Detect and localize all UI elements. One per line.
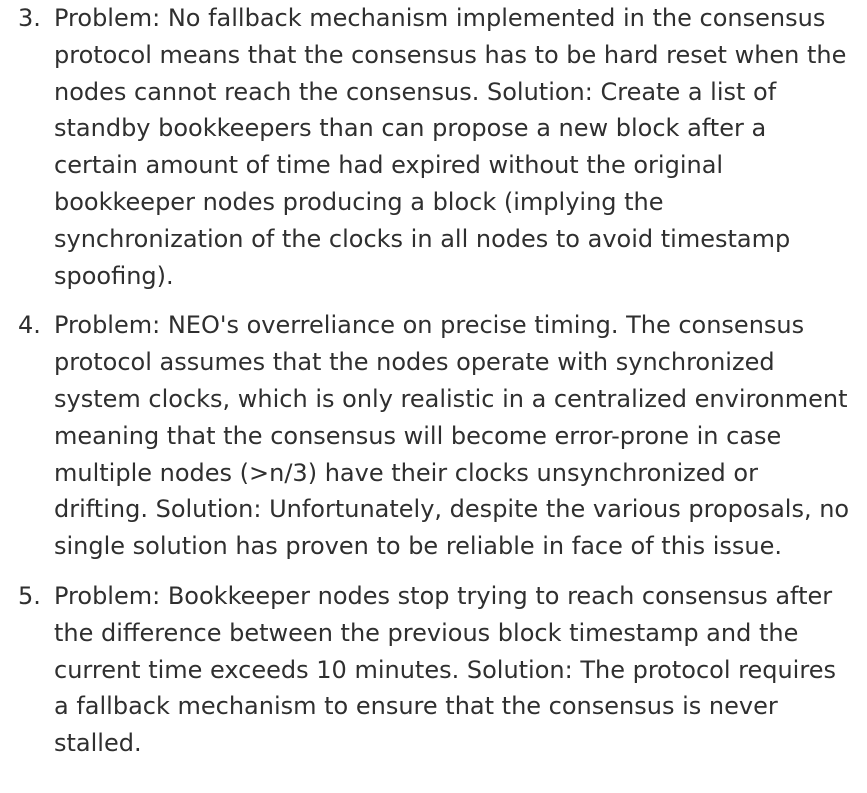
- list-item-5: [18, 578, 853, 762]
- problem-list: [18, 0, 853, 762]
- list-item-text: Problem: NEO's overreliance on precise timing. The consensus protocol assumes that the nodes operate with synchronized system clocks, which is only realistic in a centralized environment meaning that the consensus will become error-prone in case multiple nodes (>n/3) have their clocks unsynchronized or drifting. Solution: Unfortunately, despite the various proposals, no single solution has proven to be reliable in face of this issue.: [54, 311, 850, 561]
- list-item-text: Problem: Bookkeeper nodes stop trying to reach consensus after the difference between the previous block timestamp and the current time exceeds 10 minutes. Solution: The protocol requires a fallback mechanism to ensure that the consensus is never stalled.: [54, 581, 836, 758]
- list-number: 5.: [18, 581, 41, 610]
- list-item-4: [18, 307, 853, 565]
- list-item-3: [18, 0, 853, 294]
- list-number: 3.: [18, 4, 41, 32]
- list-item-text: Problem: No fallback mechanism implemented in the consensus protocol means that the consensus has to be hard reset when the nodes cannot reach the consensus. Solution: Create a list of standby bookkeepers than can propose a new block after a certain amount of time had expired without the original bookkeeper nodes producing a block (implying the synchronization of the clocks in all nodes to avoid timestamp spoofing).: [54, 4, 847, 290]
- list-number: 4.: [18, 311, 41, 340]
